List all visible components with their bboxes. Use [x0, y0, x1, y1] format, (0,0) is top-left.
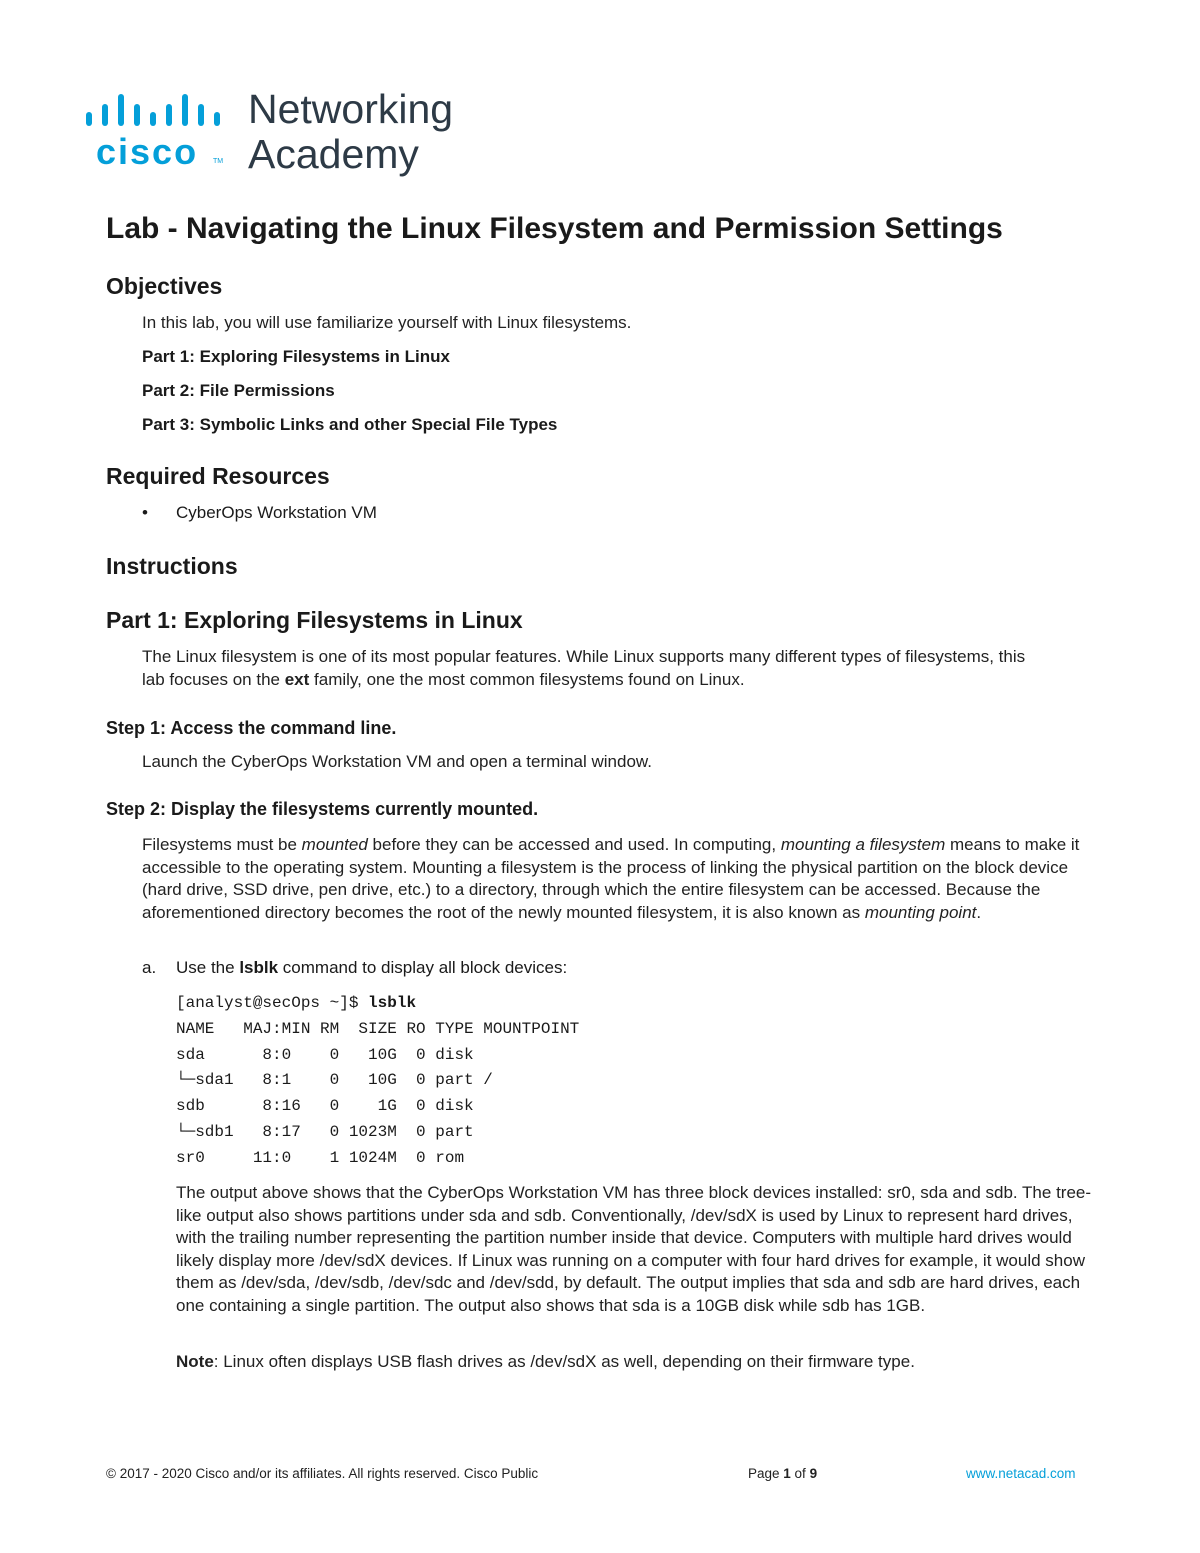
item-a-command: lsblk	[239, 958, 279, 977]
cisco-bridge-icon	[84, 90, 234, 130]
cisco-wordmark: cisco	[96, 131, 199, 172]
objectives-intro: In this lab, you will use familiarize yourself with Linux filesystems.	[142, 313, 632, 332]
page-label: Page	[748, 1466, 784, 1481]
trademark-mark: TM	[213, 158, 224, 165]
item-a-text-end: command to display all block devices:	[278, 958, 568, 977]
step1-text: Launch the CyberOps Workstation VM and open a terminal window.	[142, 752, 652, 771]
cisco-networking-academy-logo	[84, 86, 484, 182]
logo-academy: Academy	[248, 131, 419, 177]
step2-em-2: mounting a filesystem	[780, 835, 946, 854]
step2-em-1: mounted	[301, 835, 368, 854]
page-current: 1	[783, 1466, 791, 1481]
step2-text-2: before they can be accessed and used. In computing,	[367, 835, 781, 854]
part1-heading: Part 1: Exploring Filesystems in Linux	[106, 607, 523, 633]
logo-networking: Networking	[248, 86, 454, 132]
footer-copyright: © 2017 - 2020 Cisco and/or its affiliates. All rights reserved. Cisco Public	[106, 1466, 539, 1481]
part1-intro	[142, 646, 1042, 691]
objective-part-3: Part 3: Symbolic Links and other Special File Types	[142, 415, 558, 434]
document-title: Lab - Navigating the Linux Filesystem and Permission Settings	[106, 212, 1003, 245]
terminal-line: sda 8:0 0 10G 0 disk	[176, 1045, 474, 1064]
terminal-output	[176, 991, 579, 1172]
terminal-prompt: [analyst@secOps ~]$	[176, 994, 369, 1012]
objectives-heading: Objectives	[106, 273, 223, 299]
terminal-line: sdb 8:16 0 1G 0 disk	[176, 1097, 474, 1116]
footer-url-link[interactable]: www.netacad.com	[966, 1466, 1076, 1481]
step2-text-4: .	[976, 902, 982, 922]
logo-text	[248, 86, 453, 177]
page-total: 9	[809, 1466, 818, 1481]
step2-text-3: means to make it accessible to the operating system. Mounting a filesystem is the process of linking the physical partition on the block device (hard drive, SSD drive, pen drive, etc.) to a directory, through which the entire filesystem can be accessed. Because the aforementioned directory becomes the root of the newly mounted filesystem, it is also known as	[142, 835, 1080, 922]
terminal-command: lsblk	[368, 994, 417, 1012]
resource-list-item	[142, 502, 377, 524]
list-marker: a.	[142, 958, 157, 977]
resources-heading: Required Resources	[106, 463, 330, 489]
output-explanation: The output above shows that the CyberOps Workstation VM has three block devices installed: sr0, sda and sdb. The tree-like output also shows partitions under sda and sdb. Conventionally, /dev/sdX is used by Linux to represent hard drives, with the trailing number representing the partition number inside that device. Computers with multiple hard drives would likely display more /dev/sdX devices. If Linux was running on a computer with four hard drives for example, it would show them as /dev/sda, /dev/sdb, /dev/sdc and /dev/sdd, by default. The output implies that sda and sdb are hard drives, each one containing a single partition. The output also shows that sda is a 10GB disk while sdb has 1GB.	[176, 1183, 1092, 1315]
objective-part-1: Part 1: Exploring Filesystems in Linux	[142, 347, 450, 366]
instructions-heading: Instructions	[106, 553, 238, 579]
page-of: of	[790, 1466, 810, 1481]
step2-heading: Step 2: Display the filesystems currently mounted.	[106, 799, 539, 819]
item-a-text: Use the	[176, 958, 240, 977]
list-item-a	[142, 957, 567, 979]
note-label: Note	[176, 1352, 214, 1371]
objective-part-2: Part 2: File Permissions	[142, 381, 335, 400]
bullet-icon: •	[142, 503, 148, 522]
note	[176, 1351, 915, 1373]
step2-text-1: Filesystems must be	[142, 835, 302, 854]
part1-intro-text: The Linux filesystem is one of its most popular features. While Linux supports many different types of filesystems, this lab focuses on the	[142, 647, 1026, 689]
terminal-line: sr0 11:0 1 1024M 0 rom	[176, 1148, 465, 1167]
resource-label: CyberOps Workstation VM	[176, 503, 377, 522]
step2-em-3: mounting point	[864, 902, 977, 922]
terminal-line: └─sda1 8:1 0 10G 0 part /	[176, 1071, 493, 1090]
part1-intro-bold: ext	[284, 669, 310, 689]
step2-paragraph	[142, 834, 1087, 924]
terminal-line: NAME MAJ:MIN RM SIZE RO TYPE MOUNTPOINT	[176, 1019, 580, 1038]
note-text: : Linux often displays USB flash drives as /dev/sdX as well, depending on their firmware type.	[213, 1352, 915, 1371]
part1-intro-text-end: family, one the most common filesystems found on Linux.	[309, 669, 745, 689]
terminal-line: └─sdb1 8:17 0 1023M 0 part	[176, 1122, 474, 1141]
footer-page-number	[748, 1465, 817, 1483]
step1-heading: Step 1: Access the command line.	[106, 718, 397, 738]
